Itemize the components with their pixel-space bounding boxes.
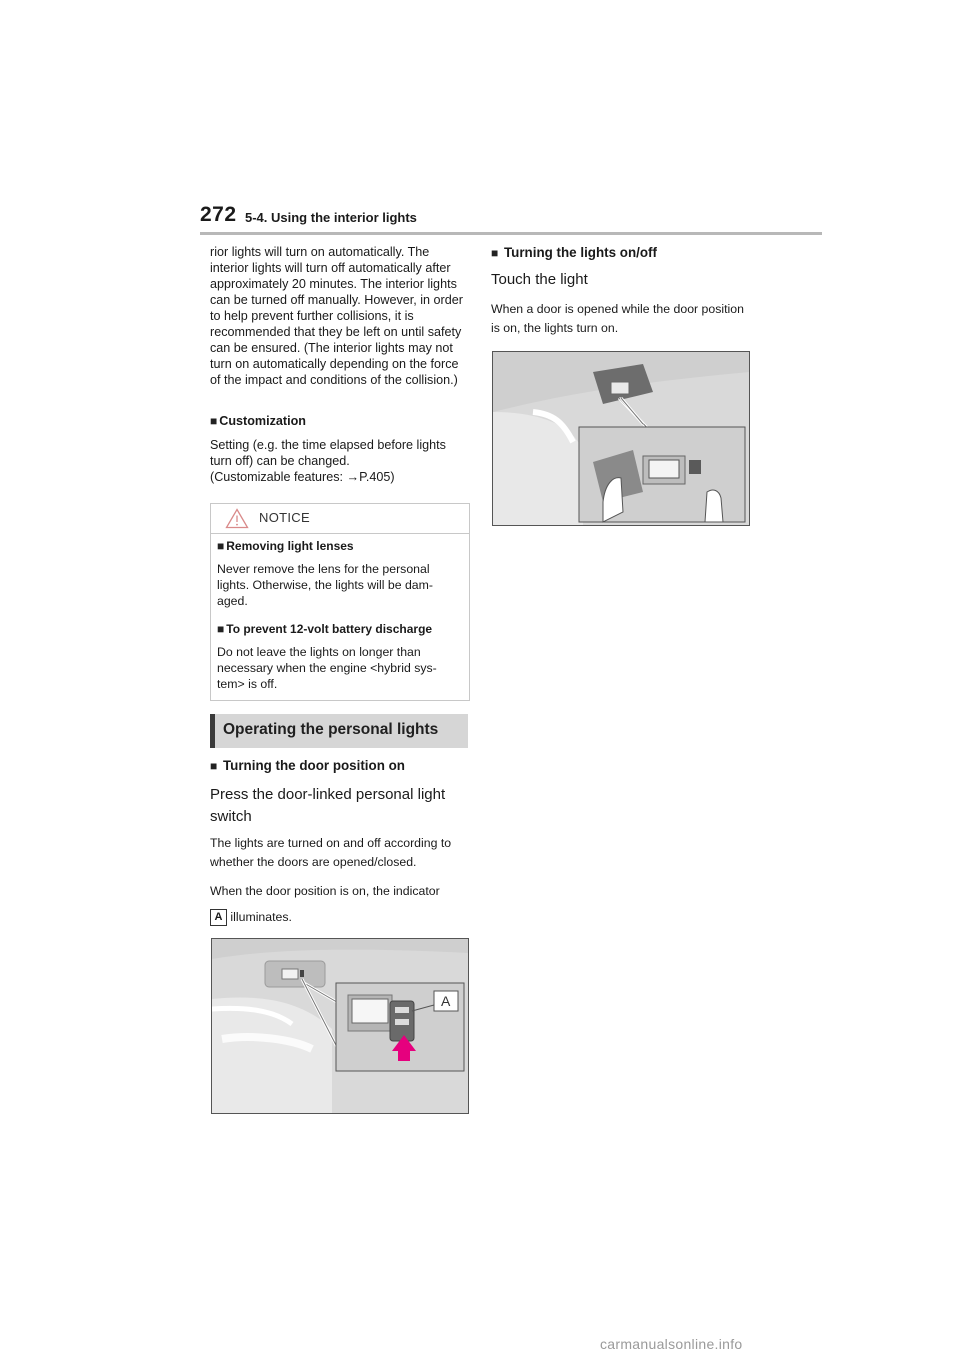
notice-box [210, 503, 470, 701]
square-bullet-icon: ■ [217, 539, 225, 553]
notice-item-heading [217, 622, 432, 636]
square-bullet-icon: ■ [210, 414, 218, 428]
page-number: 272 [200, 203, 237, 226]
customization-text [210, 437, 468, 485]
touch-light-illustration [492, 351, 750, 526]
banner-accent-bar [210, 714, 215, 748]
notice-item-text: Never remove the lens for the personal lights. Otherwise, the lights will be dam-aged. [217, 562, 433, 608]
notice-titlebar [211, 504, 469, 534]
square-bullet-icon: ■ [491, 246, 499, 260]
touch-light-heading-text: Turning the lights on/off [503, 245, 657, 260]
customization-heading-text: Customization [219, 414, 307, 428]
notice-item-text: Do not leave the lights on longer than necessary when the engine <hybrid sys-tem> is off. [217, 645, 437, 691]
notice-item-heading-text: To prevent 12-volt battery discharge [226, 622, 433, 636]
customization-body: Setting (e.g. the time elapsed before lights turn off) can be changed. [210, 438, 446, 468]
console-drawing [493, 352, 749, 525]
indicator-label-a: A [210, 909, 227, 926]
footer-watermark: carmanualsonline.info [600, 1336, 743, 1352]
arrow-right-icon: → [346, 470, 360, 484]
notice-item-heading [217, 539, 354, 553]
touch-light-heading [491, 245, 657, 260]
touch-light-text: When a door is opened while the door position is on, the lights turn on. [491, 302, 744, 335]
banner-title: Operating the personal lights [223, 721, 439, 738]
door-position-heading-text: Turning the door position on [222, 758, 405, 773]
section-banner [210, 714, 468, 748]
section-title: 5-4. Using the interior lights [245, 210, 417, 225]
notice-item-heading-text: Removing light lenses [226, 539, 354, 553]
figure-callout-a: A [441, 993, 451, 1009]
continued-paragraph: rior lights will turn on automatically. The interior lights will turn off automatically after approximately 20 minutes. The interior lights can be turned off manually. However, in order to help prevent further collisions, it is recommended that they be left on until safety can be ensured. (The interior lights may not turn on automatically depending on the force of the impact and conditions of the collision.) [210, 245, 463, 387]
touch-light-lead: Touch the light [491, 271, 588, 288]
door-position-heading [210, 758, 405, 773]
square-bullet-icon: ■ [217, 622, 225, 636]
customization-ref-prefix: (Customizable features: [210, 470, 347, 484]
customization-heading [210, 414, 306, 428]
square-bullet-icon: ■ [210, 759, 218, 773]
indicator-text-prefix: When the door position is on, the indicator [210, 884, 440, 898]
indicator-text-suffix: illuminates. [230, 910, 292, 924]
indicator-text [210, 878, 468, 930]
door-position-text: The lights are turned on and off according to whether the doors are opened/closed. [210, 836, 452, 869]
warning-triangle-icon [225, 508, 249, 529]
console-drawing [212, 939, 468, 1113]
door-switch-illustration [211, 938, 469, 1114]
notice-label: NOTICE [259, 510, 310, 525]
page-reference-link[interactable]: P.405) [359, 470, 395, 484]
header-rule [200, 232, 822, 235]
door-position-lead: Press the door-linked personal light switch [210, 786, 446, 825]
